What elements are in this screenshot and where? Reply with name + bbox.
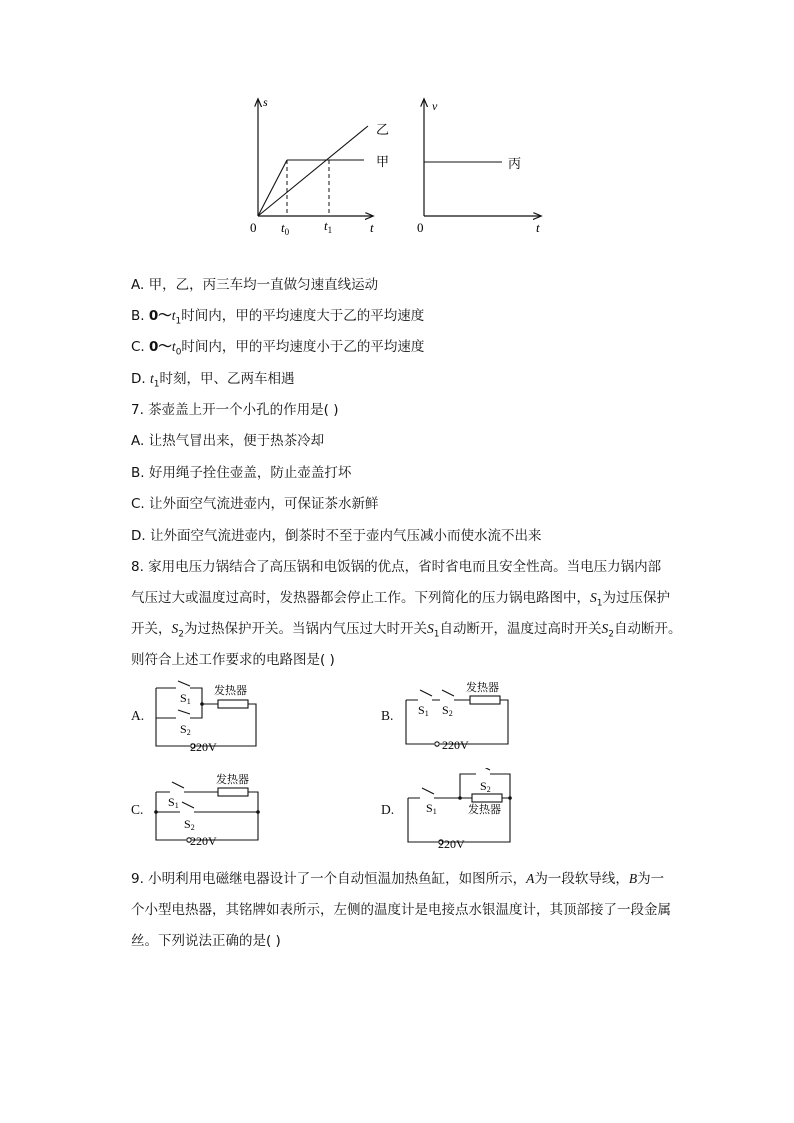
- q6-option-d[interactable]: D. $t_1$时刻，甲、乙两车相遇: [131, 371, 295, 390]
- svg-text:S2: S2: [180, 722, 191, 737]
- q7-option-c[interactable]: C. 让外面空气流进壶内，可保证茶水新鲜: [131, 496, 379, 512]
- st-axis-x-label: t: [370, 220, 374, 235]
- circuit-b-label[interactable]: B.: [381, 708, 394, 723]
- q9-line2: 个小型电热器，其铭牌如表所示，左侧的温度计是电接点水银温度计，其顶部接了一段金属: [131, 902, 671, 918]
- q7-option-d[interactable]: D. 让外面空气流进壶内，倒茶时不至于壶内气压减小而使水流不出来: [131, 528, 542, 544]
- motion-graphs: [240, 88, 560, 238]
- svg-text:220V: 220V: [190, 740, 217, 752]
- circuit-b[interactable]: [402, 676, 514, 752]
- svg-text:220V: 220V: [442, 738, 469, 752]
- vt-origin: 0: [417, 220, 424, 235]
- svg-text:S2: S2: [184, 817, 195, 832]
- q6-option-a[interactable]: A. 甲，乙，丙三车均一直做匀速直线运动: [131, 277, 379, 293]
- q9-line3: 丝。下列说法正确的是( ): [131, 933, 281, 949]
- q6-option-b[interactable]: B. $0\sim t_1$时间内，甲的平均速度大于乙的平均速度: [131, 308, 425, 327]
- yi-label: 乙: [376, 123, 390, 138]
- svg-text:发热器: 发热器: [216, 773, 249, 786]
- svg-text:S2: S2: [442, 703, 453, 718]
- svg-text:S1: S1: [418, 703, 429, 718]
- svg-text:S1: S1: [180, 691, 191, 706]
- vt-axis-y-label: v: [432, 99, 438, 113]
- svg-text:S2: S2: [480, 779, 491, 794]
- circuit-d-label[interactable]: D.: [381, 802, 395, 817]
- st-graph: [250, 95, 389, 237]
- bing-label: 丙: [508, 157, 522, 172]
- svg-text:S1: S1: [168, 795, 179, 810]
- st-axis-y-label: s: [263, 95, 268, 109]
- vt-axis-x-label: t: [536, 220, 540, 235]
- circuit-c[interactable]: [150, 772, 265, 848]
- q9-line1: 9. 小明利用电磁继电器设计了一个自动恒温加热鱼缸，如图所示，A为一段软导线，B为一: [131, 871, 665, 887]
- jia-label: 甲: [376, 155, 390, 170]
- t0-label: $t_0$: [281, 220, 290, 237]
- circuit-c-label[interactable]: C.: [131, 802, 144, 817]
- st-origin: 0: [250, 220, 257, 235]
- circuit-a[interactable]: [150, 680, 265, 752]
- q8-line4: 则符合上述工作要求的电路图是( ): [131, 652, 335, 668]
- t1-label: $t_1$: [324, 218, 333, 235]
- yi-line: [258, 126, 368, 216]
- q6-option-c[interactable]: C. $0\sim t_0$时间内，甲的平均速度小于乙的平均速度: [131, 339, 425, 358]
- circuit-d[interactable]: [402, 768, 514, 850]
- svg-text:220V: 220V: [190, 834, 217, 848]
- vt-graph: [417, 99, 540, 235]
- jia-line-rise: [258, 160, 287, 216]
- svg-text:发热器: 发热器: [466, 681, 499, 694]
- svg-text:S1: S1: [426, 801, 437, 816]
- q8-line2: 气压过大或温度过高时，发热器都会停止工作。下列简化的压力锅电路图中，$S_1$为过压保护: [131, 590, 670, 609]
- q7-stem: 7. 茶壶盖上开一个小孔的作用是( ): [131, 402, 339, 418]
- svg-text:220V: 220V: [438, 837, 465, 850]
- q7-option-b[interactable]: B. 好用绳子拴住壶盖，防止壶盖打坏: [131, 465, 352, 481]
- q8-line3: 开关，$S_2$为过热保护开关。当锅内气压过大时开关$S_1$自动断开，温度过高时开关$S_2$自动断开。: [131, 621, 682, 640]
- q8-line1: 8. 家用电压力锅结合了高压锅和电饭锅的优点，省时省电而且安全性高。当电压力锅内部: [131, 559, 662, 575]
- circuit-a-label[interactable]: A.: [131, 708, 145, 723]
- q7-option-a[interactable]: A. 让热气冒出来，便于热茶冷却: [131, 433, 325, 449]
- svg-text:发热器: 发热器: [468, 803, 501, 816]
- svg-text:发热器: 发热器: [214, 684, 247, 697]
